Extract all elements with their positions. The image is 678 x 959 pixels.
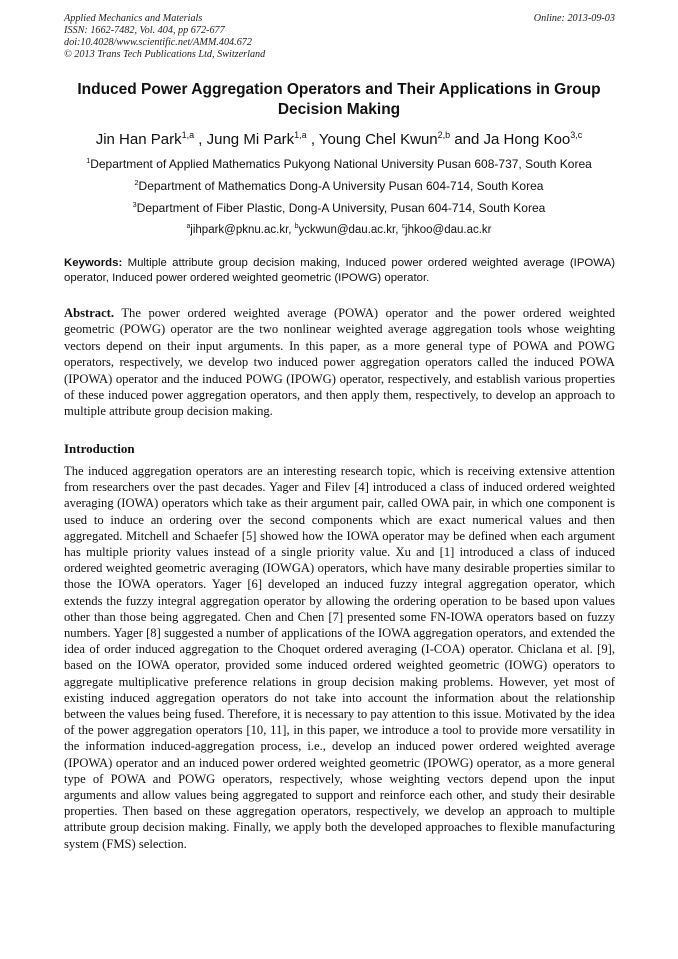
author-affil-sup: 2,b (437, 130, 451, 140)
author-list (40, 130, 638, 150)
email-address[interactable]: jihpark@pknu.ac.kr, (190, 224, 295, 236)
affiliation-1 (30, 156, 648, 172)
affiliation-text: Department of Applied Mathematics Pukyong National University Pusan 608-737, South Korea (90, 157, 592, 171)
keywords-paragraph (64, 256, 615, 286)
abstract-paragraph (64, 305, 615, 420)
keywords-label: Keywords: (64, 257, 123, 269)
author-affil-sup: 1,a (294, 130, 307, 140)
journal-header (64, 13, 615, 61)
author-name: Jung Mi Park (206, 131, 295, 148)
email-sup: b (294, 223, 299, 231)
affiliation-3 (30, 200, 648, 216)
author-name: Young Chel Kwun (318, 131, 438, 148)
copyright-line: © 2013 Trans Tech Publications Ltd, Switzerland (64, 49, 266, 60)
introduction-paragraph: The induced aggregation operators are an interesting research topic, which is receiving extensive attention from researchers over the past decades. Yager and Filev [4] introduced a class of induced ordered weighted averaging (IOWA) operators which take as their argument pair, called OWA pair, in which one component is used to induce an ordering over the second components which are exact numerical values and then aggregated. Mitchell and Schaefer [5] showed how the IOWA operator may be defined when each argument has multiple priority values instead of a single priority value. Xu and [1] introduced a class of induced ordered weighted geometric averaging (IOWGA) operators, which have many desirable properties similar to those the IOWA operators. Yager [6] developed an induced fuzzy integral aggregation operator, which extends the fuzzy integral aggregation operator by allowing the ordering operation to be based upon values other than those being aggregated. Chen and Chen [7] presented some FN-IOWA operators based on fuzzy numbers. Yager [8] suggested a number of applications of the IOWA aggregation operators, and extended the idea of order induced aggregation to the Choquet ordered averaging (I-COA) operator. Chiclana et al. [9], based on the IOWA operator, provided some induced ordered weighted geometric (IOWG) operators to aggregate multiplicative preference relations in group decision making problems. However, yet most of existing induced aggregation operators do not take into account the information about the relationship between the values being fused. Therefore, it is necessary to pay attention to this issue. Motivated by the idea of the power aggregation operators [10, 11], in this paper, we introduce a tool to provide more versatility in the information induced-aggregation process, i.e., develop an induced power ordered weighted average (IPOWA) operator and an induced power ordered weighted geometric (IPOWG) operator, as a more general type of POWA and POWG operators, respectively, whose weighting vectors depend upon the input arguments and allow values being aggregated to support and reinforce each other, and study their desirable properties. Then based on these aggregation operators, respectively, we develop an approach to multiple attribute group decision making. Finally, we apply both the developed approaches to flexible manufacturing system (FMS) selection. (64, 464, 615, 851)
online-date: Online: 2013-09-03 (533, 13, 615, 24)
abstract-label: Abstract. (64, 306, 115, 320)
affiliation-sup: 1 (86, 156, 91, 165)
author-affil-sup: 1,a (181, 130, 195, 140)
paper-title: Induced Power Aggregation Operators and Their Applications in Group Decision Making (77, 81, 601, 118)
issn-line: ISSN: 1662-7482, Vol. 404, pp 672-677 (64, 25, 225, 36)
affiliation-sup: 2 (134, 178, 139, 187)
author-separator: , (194, 131, 207, 148)
email-sup: a (186, 223, 191, 231)
email-address[interactable]: jhkoo@dau.ac.kr (405, 224, 492, 236)
affiliation-text: Department of Mathematics Dong-A University Pusan 604-714, South Korea (138, 179, 544, 193)
author-name: Ja Hong Koo (483, 131, 571, 148)
author-separator: and (450, 131, 484, 148)
email-sup: c (401, 223, 406, 231)
author-affil-sup: 3,c (570, 130, 583, 140)
introduction-heading: Introduction (64, 441, 135, 456)
journal-name: Applied Mechanics and Materials (64, 13, 203, 24)
email-list (30, 222, 648, 238)
affiliation-text: Department of Fiber Plastic, Dong-A University, Pusan 604-714, South Korea (136, 201, 546, 215)
affiliation-2 (30, 178, 648, 194)
affiliation-sup: 3 (132, 200, 137, 209)
keywords-text: Multiple attribute group decision making, Induced power ordered weighted average (IPOWA) operator, Induced power ordered weighted geometric (IPOWG) operator. (64, 257, 615, 284)
author-separator: , (306, 131, 319, 148)
email-address[interactable]: yckwun@dau.ac.kr, (298, 224, 402, 236)
doi-line: doi:10.4028/www.scientific.net/AMM.404.672 (64, 37, 252, 48)
author-name: Jin Han Park (95, 131, 182, 148)
abstract-text: The power ordered weighted average (POWA) operator and the power ordered weighted geometric (POWG) operator are the two nonlinear weighted average aggregation tools whose weighting vectors depend on their input arguments. In this paper, as a more general type of POWA and POWG operators, respectively, we develop two induced power aggregation operators called the induced POWA (IPOWA) operator and the induced POWG (IPOWG) operator, respectively, and establish various properties of these induced power aggregation operators, and then apply them, respectively, to develop an approach to multiple attribute group decision making. (64, 306, 615, 419)
